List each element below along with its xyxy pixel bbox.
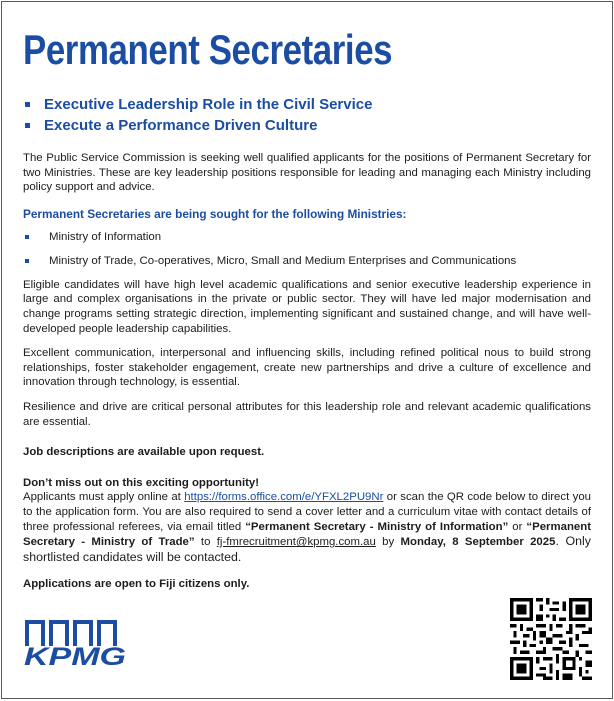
attributes-paragraph: Resilience and drive are critical personal attributes for this leadership role and relevant academic qualifications are essential.	[23, 400, 591, 428]
square-bullet-icon	[25, 123, 30, 128]
ministries-list	[23, 230, 591, 268]
qr-code-icon[interactable]	[510, 598, 592, 680]
kpmg-logo	[22, 618, 132, 668]
square-bullet-icon	[25, 235, 29, 239]
application-form-link[interactable]: https://forms.office.com/e/YFXL2PU9Nr	[184, 491, 384, 504]
intro-paragraph: The Public Service Commission is seeking well qualified applicants for the positions of Permanent Secretary for two Ministries. These are key leadership positions responsible for leading and managing each Ministry including policy support and advice.	[23, 152, 591, 194]
job-descriptions-note: Job descriptions are available upon request.	[23, 446, 265, 459]
square-bullet-icon	[25, 102, 30, 107]
advertisement-page	[1, 1, 613, 699]
citizens-note: Applications are open to Fiji citizens only.	[23, 578, 250, 591]
ministry-item: Ministry of Information	[23, 230, 591, 244]
recruitment-email-link[interactable]: fj-fmrecruitment@kpmg.com.au	[216, 536, 376, 549]
ministry-item: Ministry of Trade, Co-operatives, Micro, Small and Medium Enterprises and Communications	[23, 254, 591, 268]
cta-heading: Don’t miss out on this exciting opportunity!	[23, 476, 260, 489]
page-title: Permanent Secretaries	[23, 26, 393, 73]
highlight-item: Executive Leadership Role in the Civil Service	[23, 94, 591, 115]
square-bullet-icon	[25, 259, 29, 263]
highlight-item: Execute a Performance Driven Culture	[23, 115, 591, 136]
highlights-list	[23, 94, 591, 136]
skills-paragraph: Excellent communication, interpersonal and influencing skills, including refined political nous to build strong relationships, foster stakeholder engagement, create new partnerships and drive a culture of excellence and innovation through technology, is essential.	[23, 347, 591, 389]
svg-text:KPMG: KPMG	[24, 643, 126, 668]
eligibility-paragraph: Eligible candidates will have high level academic qualifications and senior executive leadership experience in large and complex organisations in the private or public sector. They will have led major modernisation and change programs setting strategic direction, implementing significant and sustained change, and will have well-developed people leadership capabilities.	[23, 278, 591, 335]
ministries-heading: Permanent Secretaries are being sought for the following Ministries:	[23, 206, 407, 221]
apply-paragraph: Applicants must apply online at https://forms.office.com/e/YFXL2PU9Nr or scan the QR code below to direct you to the application form. You are also required to send a cover letter and a curriculum vitae with contact details of three professional referees, via email titled “Permanent Secretary - Ministry of Information” or “Permanent Secretary - Ministry of Trade” to fj-fmrecruitment@kpmg.com.au by Monday, 8 September 2025. Only shortlisted candidates will be contacted.	[23, 491, 591, 564]
